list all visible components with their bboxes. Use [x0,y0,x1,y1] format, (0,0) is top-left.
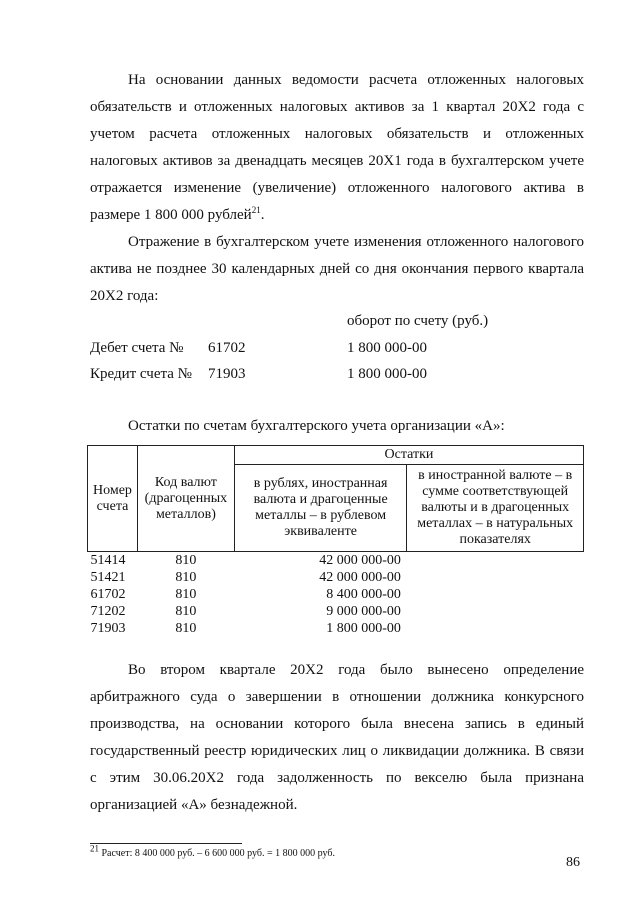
cell-account: 51414 [90,553,126,568]
table-row [88,586,584,603]
header-balances: Остатки [234,446,583,465]
footnote-reference: 21 [251,205,261,215]
footnote-number: 21 [90,843,99,854]
cell-foreign [407,586,584,603]
cell-rub: 9 000 000-00 [326,604,401,619]
cell-foreign [407,620,584,637]
cell-rub: 1 800 000-00 [326,621,401,636]
footnote [90,843,335,859]
header-foreign: в иностранной валюте – в сумме соответствующей валюты и в драгоценных металлах – в натуральных показателях [407,465,584,552]
page-number: 86 [566,855,580,870]
header-account: Номер счета [88,446,138,552]
cell-foreign [407,603,584,620]
turnover-header: оборот по счету (руб.) [347,313,489,329]
cell-code: 810 [175,604,197,619]
cell-rub: 42 000 000-00 [319,570,401,585]
account-balances-table [87,445,584,637]
table-row [88,603,584,620]
header-rubles: в рублях, иностранная валюта и драгоценные металлы – в рублевом эквиваленте [234,465,406,552]
cell-code: 810 [175,621,197,636]
table-row [88,552,584,570]
cell-account: 71202 [90,604,126,619]
footnote-text: Расчет: 8 400 000 руб. – 6 600 000 руб. = 1 800 000 руб. [101,848,335,859]
paragraph-accounting-entry: Отражение в бухгалтерском учете изменения отложенного налогового актива не позднее 30 календарных дней со дня окончания первого квартала 20Х2 года: [90,234,584,304]
debit-label: Дебет счета № [90,340,184,356]
cell-code: 810 [175,553,197,568]
footnote-separator [90,843,242,844]
table-row [88,569,584,586]
paragraph-bankruptcy: Во втором квартале 20Х2 года было вынесено определение арбитражного суда о завершении в отношении должника конкурсного производства, на основании которого была внесена запись в единый государственный реестр юридических лиц о ликвидации должника. В связи с этим 30.06.20Х2 года задолженность по векселю была признана организацией «А» безнадежной. [90,662,584,813]
debit-amount: 1 800 000-00 [347,340,427,356]
cell-account: 51421 [90,570,126,585]
debit-account: 61702 [208,340,246,356]
cell-foreign [407,569,584,586]
credit-amount: 1 800 000-00 [347,366,427,382]
credit-account: 71903 [208,366,246,382]
cell-rub: 42 000 000-00 [319,553,401,568]
cell-account: 61702 [90,587,126,602]
cell-code: 810 [175,587,197,602]
table-title: Остатки по счетам бухгалтерского учета организации «А»: [128,418,505,434]
cell-foreign [407,552,584,570]
header-currency-code: Код валют (драгоценных металлов) [137,446,234,552]
cell-rub: 8 400 000-00 [326,587,401,602]
credit-label: Кредит счета № [90,366,192,382]
cell-account: 71903 [90,621,126,636]
paragraph-deferred-tax-asset: На основании данных ведомости расчета отложенных налоговых обязательств и отложенных налоговых активов за 1 квартал 20Х2 года с учетом расчета отложенных налоговых обязательств и отложенных налоговых активов за двенадцать месяцев 20Х1 года в бухгалтерском учете отражается изменение (увеличение) отложенного налогового актива в размере 1 800 000 рублей$^{21}$. [90,72,584,223]
cell-code: 810 [175,570,197,585]
table-row [88,620,584,637]
